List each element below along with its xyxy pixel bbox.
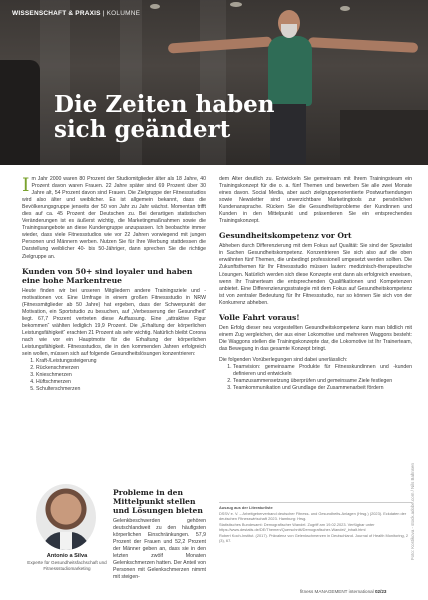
intro-paragraph [22, 176, 206, 261]
list-item: 3. Knieschmerzen [36, 372, 206, 379]
list-item: 3. Teamkommunikation und Grundlage der Zusammenarbeit fördern [233, 385, 412, 392]
body-paragraph: dem Alter deutlich zu. Entwickeln Sie gemeinsam mit Ihrem Trainingsteam ein Trainingskonzept für die o. a. fünf Themen und bewerben Sie alle zwei Monate eines davon. Social Media, aber auch zielgruppenorientierte Postwurfsendungen sowie Newsletter sind unverzichtbare Marketingtools zur persönlichen Kundenansprache. Rücken Sie die Gesundheitsprobleme der Kundinnen und Kunden in den Mittelpunkt und präsentieren Sie ein entsprechendes Trainingskonzept. [219, 176, 412, 225]
body-paragraph: Die folgenden Vorüberlegungen sind dabei unerlässlich: [219, 356, 348, 363]
literature-box [219, 502, 412, 544]
literature-title: Auszug aus der Literaturliste [219, 505, 273, 510]
list-item: 2. Teamzusammensetzung überprüfen und gemeinsame Ziele festlegen [233, 378, 412, 385]
literature-item: Statistisches Bundesamt: Demografischer Wandel. Zugriff am 19.02.2023. Verfügbar unter https://www.destatis.de/DE/Themen/Querschnitt/Demografischer-Wandel/_inhalt.html [219, 522, 375, 532]
page-footer [300, 589, 386, 594]
section-kicker [12, 10, 140, 17]
body-paragraph: Heute finden wir bei unseren Mitgliedern andere Trainingsziele und -motivationen vor. Eine Umfrage in einem großen Fitnessstudio in NRW (Fitnessmitglieder ab 50 Jahre) hat ergeben, dass der Schwerpunkt der Motivation, ein Sportstudio zu besuchen, auf „Verbesserung der Gesundheit“ liegt. 67,7 Prozent vertreten diese Auffassung. Eine „attraktive Figur bekommen“ wählten lediglich 19,9 Prozent. Die „Erhaltung der körperlichen Leistungsfähigkeit“ erachten 21 Prozent als sehr wichtig. Natürlich bleibt Corona nach wie vor ein Hauptmotiv für die Erhaltung der körperlichen Leistungsfähigkeit. Fitnessstudios, die in den kommenden Jahren erfolgreich sein wollen, müssen sich auf folgende Gesundheitslösungen konzentrieren: [22, 287, 206, 357]
body-paragraph: Den Erfolg dieser neu vorgestellten Gesundheitskompetenz kann man bildlich mit einem Zug vergleichen, der aus einer Lokomotive und mehreren Waggons besteht: Die Waggons stellen die Trainingskonzepte dar, die Lokomotive ist Ihr Trainerteam, das Bewegung in das gesamte Konzept bringt. [219, 324, 412, 352]
ceiling-light [230, 2, 242, 7]
list-item: 5. Schulterschmerzen [36, 386, 206, 393]
page-number: 02/23 [374, 589, 387, 594]
drop-cap: I [22, 174, 30, 196]
literature-item: DSSV e. V. – Arbeitgeberverband deutscher Fitness- und Gesundheits-Anlagen (Hrsg.) (2023). Eckdaten der deutschen Fitnesswirtschaft 2023. Hamburg: Hrsg. [219, 511, 407, 521]
magazine-name: fitness MANAGEMENT international [300, 589, 374, 594]
list-item: 1. Teamvision: gemeinsame Produkte für Fitnesskundinnen und -kunden definieren und entwickeln [233, 364, 412, 378]
kicker-separator: | [100, 10, 107, 17]
intro-text: m Jahr 2000 waren 80 Prozent der Studiomitglieder älter als 18 Jahre, 40 Prozent davon waren Frauen. 22 Jahre später sind 69 Prozent über 30 Jahre alt, 54 Prozent davon sind Frauen. Die Zielgruppe der Fitnessstudios wird also älter und weiblicher. Es ist allgemein bekannt, dass die Bevölkerungsgruppe jenseits der 50 von Jahr zu Jahr wächst. Momentan trifft dies auf ca. 45 Prozent der Deutschen zu. Bei derartigen statistischen Veränderungen ist es äußerst wichtig, die Marketingmaßnahmen sowie die Trainingsangebote an diese Kundengruppe anzupassen. Ich beobachte immer wieder, dass viele Fitnessstudios wie vor 22 Jahren vorwiegend mit jungen Personen und Männern werben. Nutzen Sie für Ihre Werbung stattdessen die Darstellung weiblicher 40- bis 50-Jähriger, dann sprechen Sie die richtige Zielgruppe an. [22, 176, 206, 260]
subheading: Kunden von 50+ sind loyaler und haben eine hohe Markentreue [22, 266, 193, 285]
author-shirt [60, 532, 72, 550]
rubric-label: KOLUMNE [106, 10, 141, 17]
page-title [54, 92, 374, 142]
body-paragraph: Abheben durch Differenzierung mit dem Fokus auf Qualität: Sie sind der Spezialist in Sachen Gesundheitskompetenz. Konzentrieren Sie sich also auf die oben erwähnten fünf Themen, die unbedingt professionell umgesetzt werden sollten. Die Zukunftsthemen für Ihr Fitnessstudio müssen lauten: medizinisch-therapeutische Lösungen. Natürlich werden sich diese Konzepte erst dann als erfolgreich erweisen, wenn Ihr Trainerteam die entsprechenden Qualifikationen und Kompetenzen anbietet. Eine Differenzierungsstrategie mit dem Fokus auf Gesundheitskompetenz ist von zentraler Bedeutung für Ihr Fitnessstudio, nur so können Sie sich von der Konkurrenz abheben. [219, 243, 412, 306]
title-line-2: sich geändert [54, 116, 231, 143]
subheading: Volle Fahrt voraus! [219, 312, 300, 322]
literature-item: Robert Koch-Institut. (2017). Prävalenz von Gelenkschmerzen in Deutschland. Journal of Health Monitoring, 2 (3), 67. [219, 533, 409, 543]
ceiling-light [340, 6, 350, 11]
ceiling-light [150, 4, 160, 9]
list-item: 1. Kraft-/Leistungssteigerung [36, 358, 206, 365]
subheading: Gesundheitskompetenz vor Ort [219, 231, 352, 241]
athlete-arm [308, 37, 418, 53]
title-line-1: Die Zeiten haben [54, 91, 275, 118]
considerations-list [219, 364, 412, 392]
article-column-1 [22, 176, 206, 393]
author-role: Experte für Gesundheitsfachschaft und Fitnessstudiomarketing [27, 560, 107, 571]
subheading: Probleme in den Mittelpunkt stellen und Lösungen bieten [113, 488, 203, 515]
article-column-1-bottom [113, 488, 206, 581]
body-paragraph: Gelenkbeschwerden gehören deutschlandweit zu den häufigsten körperlichen Einschränkungen. 57,9 Prozent der Frauen und 52,2 Prozent der Männer geben an, dass sie in den letzten zwölf Monaten Gelenkschmerzen hatten. Der Anteil von Personen mit Gelenkschmerzen nimmt mit steigen- [113, 518, 206, 581]
list-item: 2. Rückenschmerzen [36, 365, 206, 372]
author-avatar [36, 484, 96, 550]
list-item: 4. Hüftschmerzen [36, 379, 206, 386]
photo-credit: Foto: Kostikova - stock.adobe.com / Nils Bahnsen [410, 463, 415, 560]
article-column-2 [219, 176, 412, 392]
author-name: Antonio a Silva [46, 553, 88, 559]
health-topics-list [22, 358, 206, 393]
exercise-bike [0, 60, 40, 165]
section-label: WISSENSCHAFT & PRAXIS [12, 10, 101, 17]
